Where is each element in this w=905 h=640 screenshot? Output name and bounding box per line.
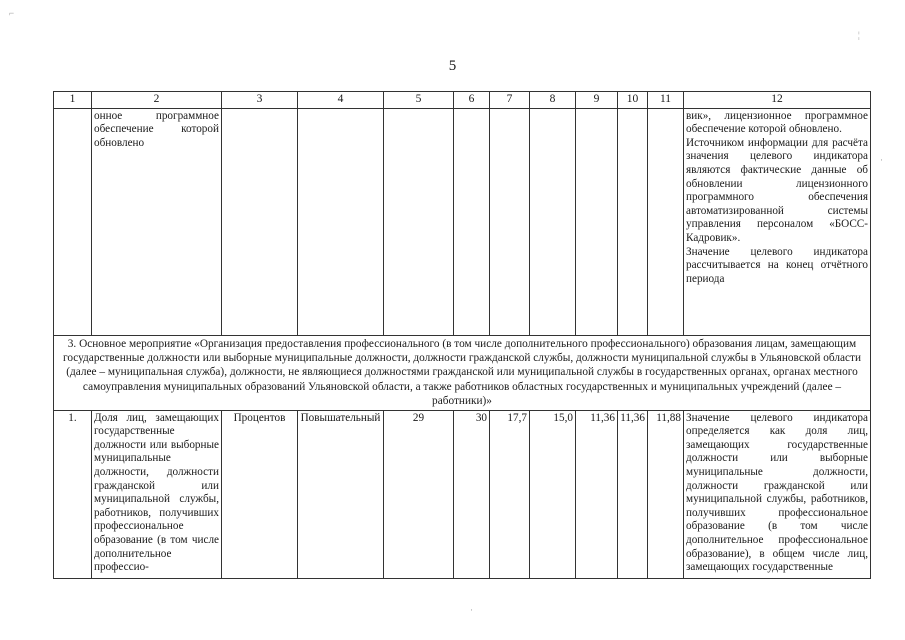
cell-empty — [490, 108, 530, 335]
header-cell: 1 — [54, 92, 92, 109]
value-cell: 11,36 — [618, 410, 648, 578]
cell-empty — [384, 108, 454, 335]
header-cell: 12 — [684, 92, 871, 109]
value-cell: 15,0 — [530, 410, 576, 578]
indicator-name: Доля лиц, замещающих государственные должности или выборные муниципальные должности, должности гражданской или муниципальной службы, работников, получивших профессиональное образование (в том числе дополнительное профессио- — [92, 410, 222, 578]
cell-empty — [530, 108, 576, 335]
value-cell: 17,7 — [490, 410, 530, 578]
header-cell: 3 — [222, 92, 298, 109]
header-cell: 7 — [490, 92, 530, 109]
cell-empty — [54, 108, 92, 335]
table-row-continued — [54, 108, 871, 335]
table-row — [54, 410, 871, 578]
value-cell: 11,36 — [576, 410, 618, 578]
direction-cell: Повышательный — [298, 410, 384, 578]
scan-mark: · — [880, 155, 883, 165]
indicator-table — [53, 91, 871, 579]
scan-mark: ¦ — [858, 30, 860, 40]
page-number: 5 — [448, 58, 457, 74]
note-continued — [684, 108, 871, 335]
unit-cell: Процентов — [222, 410, 298, 578]
cell-empty — [576, 108, 618, 335]
note-paragraph: Значение целевого индикатора рассчитывается на конец отчётного периода — [686, 245, 868, 285]
cell-empty — [298, 108, 384, 335]
header-cell: 11 — [648, 92, 684, 109]
header-cell: 9 — [576, 92, 618, 109]
cell-empty — [454, 108, 490, 335]
note-cell: Значение целевого индикатора определяется как доля лиц, замещающих государственные должности или выборные муниципальные должности, должности гражданской или муниципальной службы, работников, получивших профессиональное образование (в том числе дополнительное профессиональное образование), в общем числе лиц, замещающих государственные — [684, 410, 871, 578]
cell-empty — [222, 108, 298, 335]
row-number: 1. — [54, 410, 92, 578]
value-cell: 11,88 — [648, 410, 684, 578]
scan-mark: ⌐ — [9, 8, 15, 18]
note-paragraph: Источником информации для расчёта значения целевого индикатора являются фактические данные об обновлении лицензионного программного обеспечения автоматизированной системы управления персоналом «БОСС-Кадровик». — [686, 136, 868, 244]
header-cell: 4 — [298, 92, 384, 109]
section-row — [54, 335, 871, 410]
cell-empty — [648, 108, 684, 335]
scan-mark: · — [470, 605, 473, 615]
value-cell: 30 — [454, 410, 490, 578]
header-cell: 5 — [384, 92, 454, 109]
value-cell: 29 — [384, 410, 454, 578]
section-title: 3. Основное мероприятие «Организация предоставления профессионального (в том числе дополнительного профессионального) образования лицам, замещающим государственные должности или выборные муниципальные должности, должности гражданской службы, должности муниципальной службы в Ульяновской области (далее – муниципальная служба), должности, не являющиеся должностями гражданской или муниципальной службы в государственных органах, органах местного самоуправления муниципальных образований Ульяновской области, а также работников областных государственных и муниципальных учреждений (далее – работники)» — [54, 335, 871, 410]
header-cell: 8 — [530, 92, 576, 109]
header-cell: 10 — [618, 92, 648, 109]
note-paragraph: вик», лицензионное программное обеспечение которой обновлено. — [686, 109, 868, 136]
header-cell: 2 — [92, 92, 222, 109]
header-row — [54, 92, 871, 109]
header-cell: 6 — [454, 92, 490, 109]
indicator-name-continued: онное программное обеспечение которой обновлено — [92, 108, 222, 335]
cell-empty — [618, 108, 648, 335]
